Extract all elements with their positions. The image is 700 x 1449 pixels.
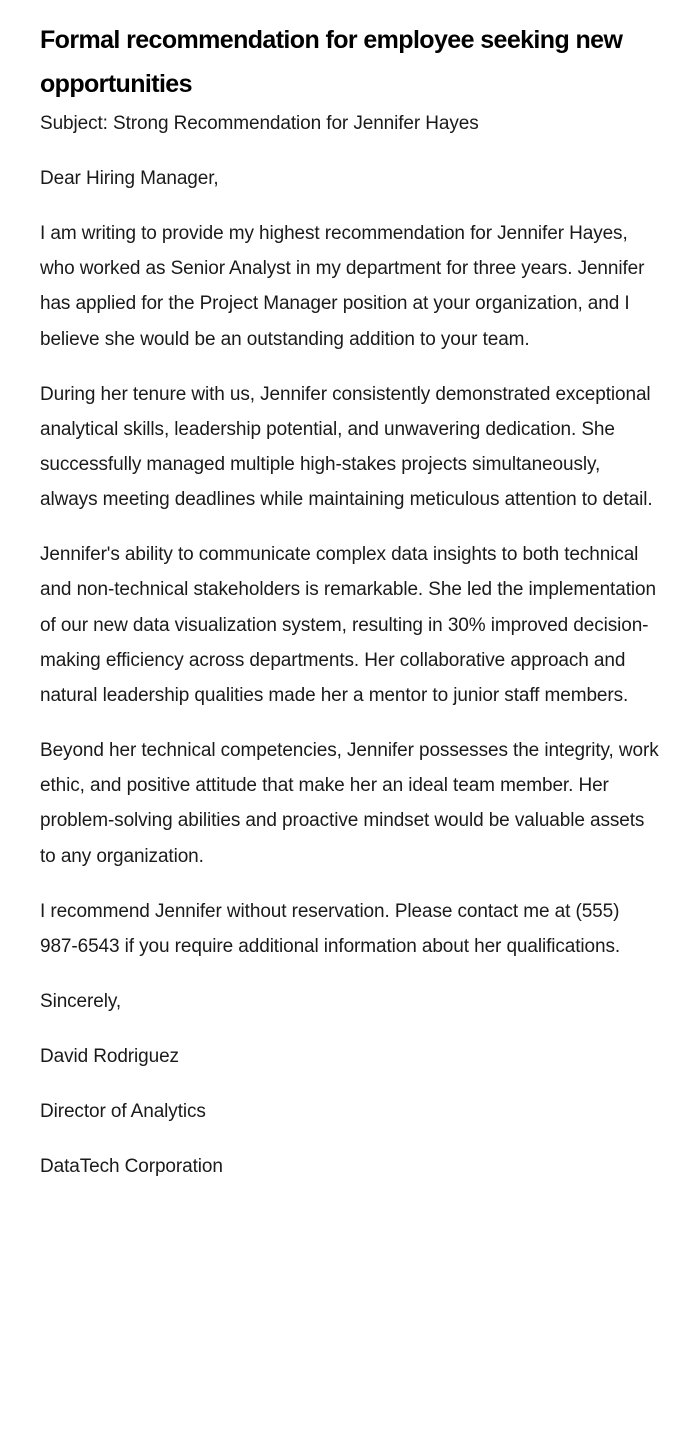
salutation: Dear Hiring Manager,: [40, 168, 219, 189]
closing: Sincerely,: [40, 990, 122, 1012]
page-title: Formal recommendation for employee seeking new opportunities: [40, 26, 623, 98]
signer-company: DataTech Corporation: [40, 1155, 223, 1177]
body-paragraph-communication: Jennifer's ability to communicate complex data insights to both technical and non-technical stakeholders is remarkable. She led the implementation of our new data visualization system, resulting in 30% improved decision-making efficiency across departments. Her collaborative approach and natural leadership qualities made her a mentor to junior staff members.: [40, 544, 656, 707]
body-paragraph-intro: I am writing to provide my highest recommendation for Jennifer Hayes, who worked as Senior Analyst in my department for three years. Jennifer has applied for the Project Manager position at your organization, and I believe she would be an outstanding addition to your team.: [40, 223, 645, 350]
subject-line: Subject: Strong Recommendation for Jennifer Hayes: [40, 113, 479, 134]
body-paragraph-character: Beyond her technical competencies, Jennifer possesses the integrity, work ethic, and positive attitude that make her an ideal team member. Her problem-solving abilities and proactive mindset would be valuable assets to any organization.: [40, 740, 659, 867]
body-paragraph-closing: I recommend Jennifer without reservation. Please contact me at (555) 987-6543 if you require additional information about her qualifications.: [40, 900, 621, 957]
signer-name: David Rodriguez: [40, 1045, 179, 1067]
signer-title: Director of Analytics: [40, 1100, 206, 1122]
body-paragraph-tenure: During her tenure with us, Jennifer consistently demonstrated exceptional analytical skills, leadership potential, and unwavering dedication. She successfully managed multiple high-stakes projects simultaneously, always meeting deadlines while maintaining meticulous attention to detail.: [40, 383, 653, 511]
